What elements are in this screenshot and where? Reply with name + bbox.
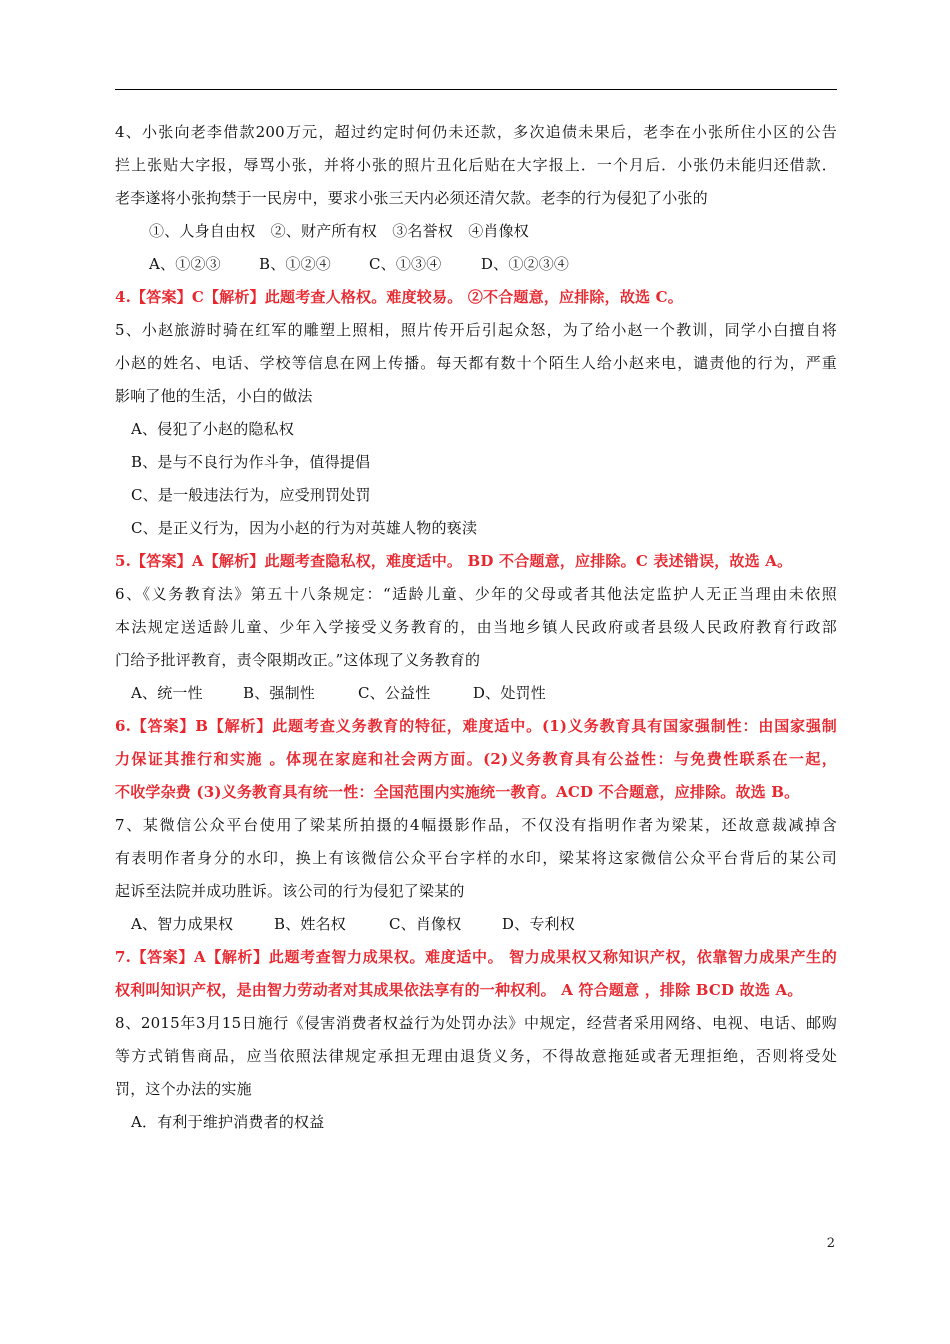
- question-5-line-3: 影响了他的生活，小白的做法: [115, 387, 313, 405]
- option-c: C、公益性: [357, 684, 431, 702]
- option-b: B、①②④: [258, 255, 331, 273]
- option-b: B、强制性: [242, 684, 315, 702]
- header-rule: [115, 89, 837, 90]
- question-7-line-2: 有表明作者身分的水印，换上有该微信公众平台字样的水印，梁某将这家微信公众平台背后的某公司: [115, 849, 837, 867]
- question-6-answer-line-3: 不收学杂费 (3)义务教育具有统一性：全国范围内实施统一教育。ACD 不合题意，应排除。故选 B。: [115, 783, 800, 801]
- question-7-line-1: 7、某微信公众平台使用了梁某所拍摄的4幅摄影作品，不仅没有指明作者为梁某，还故意裁减掉含: [115, 816, 837, 834]
- question-7-options: [115, 908, 837, 941]
- page-content: [115, 116, 837, 1139]
- option-a: A、智力成果权: [131, 915, 234, 933]
- question-5-answer: 5.【答案】A【解析】此题考查隐私权，难度适中。 BD 不合题意，应排除。C 表述错误，故选 A。: [115, 552, 793, 570]
- question-5-option-c2: C、是正义行为，因为小赵的行为对英雄人物的亵渎: [131, 519, 478, 537]
- question-5-line-1: 5、小赵旅游时骑在红军的雕塑上照相，照片传开后引起众怒，为了给小赵一个教训，同学小白擅自将: [115, 321, 837, 339]
- question-6-line-3: 门给予批评教育，责令限期改正。”这体现了义务教育的: [115, 651, 481, 669]
- question-6-line-1: 6、《义务教育法》第五十八条规定：“适龄儿童、少年的父母或者其他法定监护人无正当理由未依照: [115, 585, 837, 603]
- question-4-line-2: 拦上张贴大字报，辱骂小张，并将小张的照片丑化后贴在大字报上．一个月后．小张仍未能归还借款．: [115, 156, 837, 174]
- question-6-options: [115, 677, 837, 710]
- question-5-line-2: 小赵的姓名、电话、学校等信息在网上传播。每天都有数十个陌生人给小赵来电，谴责他的行为，严重: [115, 354, 837, 372]
- question-8-option-a: A．有利于维护消费者的权益: [131, 1113, 325, 1131]
- option-c: C、①③④: [368, 255, 442, 273]
- question-7-answer-line-2: 权利叫知识产权，是由智力劳动者对其成果依法享有的一种权利。 A 符合题意 ，排除 BCD 故选 A。: [115, 981, 803, 999]
- question-4-line-1: 4、小张向老李借款200万元，超过约定时何仍未还款，多次追债未果后，老李在小张所住小区的公告: [115, 123, 837, 141]
- question-4-answer: 4.【答案】C【解析】此题考查人格权。难度较易。 ②不合题意，应排除，故选 C。: [115, 288, 683, 306]
- question-8-line-3: 罚，这个办法的实施: [115, 1080, 252, 1098]
- page-number: 2: [826, 1236, 835, 1251]
- question-6-answer-line-2: 力保证其推行和实施 。体现在家庭和社会两方面。(2)义务教育具有公益性：与免费性联系在一起，: [115, 750, 837, 768]
- question-5-option-c: C、是一般违法行为，应受刑罚处罚: [131, 486, 371, 504]
- option-b: B、姓名权: [273, 915, 346, 933]
- question-6-answer-line-1: 6.【答案】B【解析】此题考查义务教育的特征，难度适中。(1)义务教育具有国家强制性：由国家强制: [115, 717, 837, 735]
- question-7-answer-line-1: 7.【答案】A【解析】此题考查智力成果权。难度适中。 智力成果权又称知识产权，依靠智力成果产生的: [115, 948, 837, 966]
- question-8-line-1: 8、2015年3月15日施行《侵害消费者权益行为处罚办法》中规定，经营者采用网络、电视、电话、邮购: [115, 1014, 837, 1032]
- question-4-items: ①、人身自由权 ②、财产所有权 ③名誉权 ④肖像权: [149, 222, 530, 240]
- option-c: C、肖像权: [388, 915, 462, 933]
- question-8-line-2: 等方式销售商品，应当依照法律规定承担无理由退货义务，不得故意拖延或者无理拒绝，否则将受处: [115, 1047, 837, 1065]
- option-d: D、①②③④: [480, 255, 570, 273]
- question-5-option-a: A、侵犯了小赵的隐私权: [131, 420, 295, 438]
- option-d: D、处罚性: [472, 684, 546, 702]
- option-a: A、①②③: [149, 255, 221, 273]
- question-4-line-3: 老李遂将小张拘禁于一民房中，要求小张三天内必须还清欠款。老李的行为侵犯了小张的: [115, 189, 708, 207]
- option-a: A、统一性: [131, 684, 203, 702]
- question-5-option-b: B、是与不良行为作斗争，值得提倡: [131, 453, 371, 471]
- option-d: D、专利权: [501, 915, 575, 933]
- question-4-options: [115, 248, 837, 281]
- question-6-line-2: 本法规定送适龄儿童、少年入学接受义务教育的，由当地乡镇人民政府或者县级人民政府教育行政部: [115, 618, 837, 636]
- question-7-line-3: 起诉至法院并成功胜诉。该公司的行为侵犯了梁某的: [115, 882, 465, 900]
